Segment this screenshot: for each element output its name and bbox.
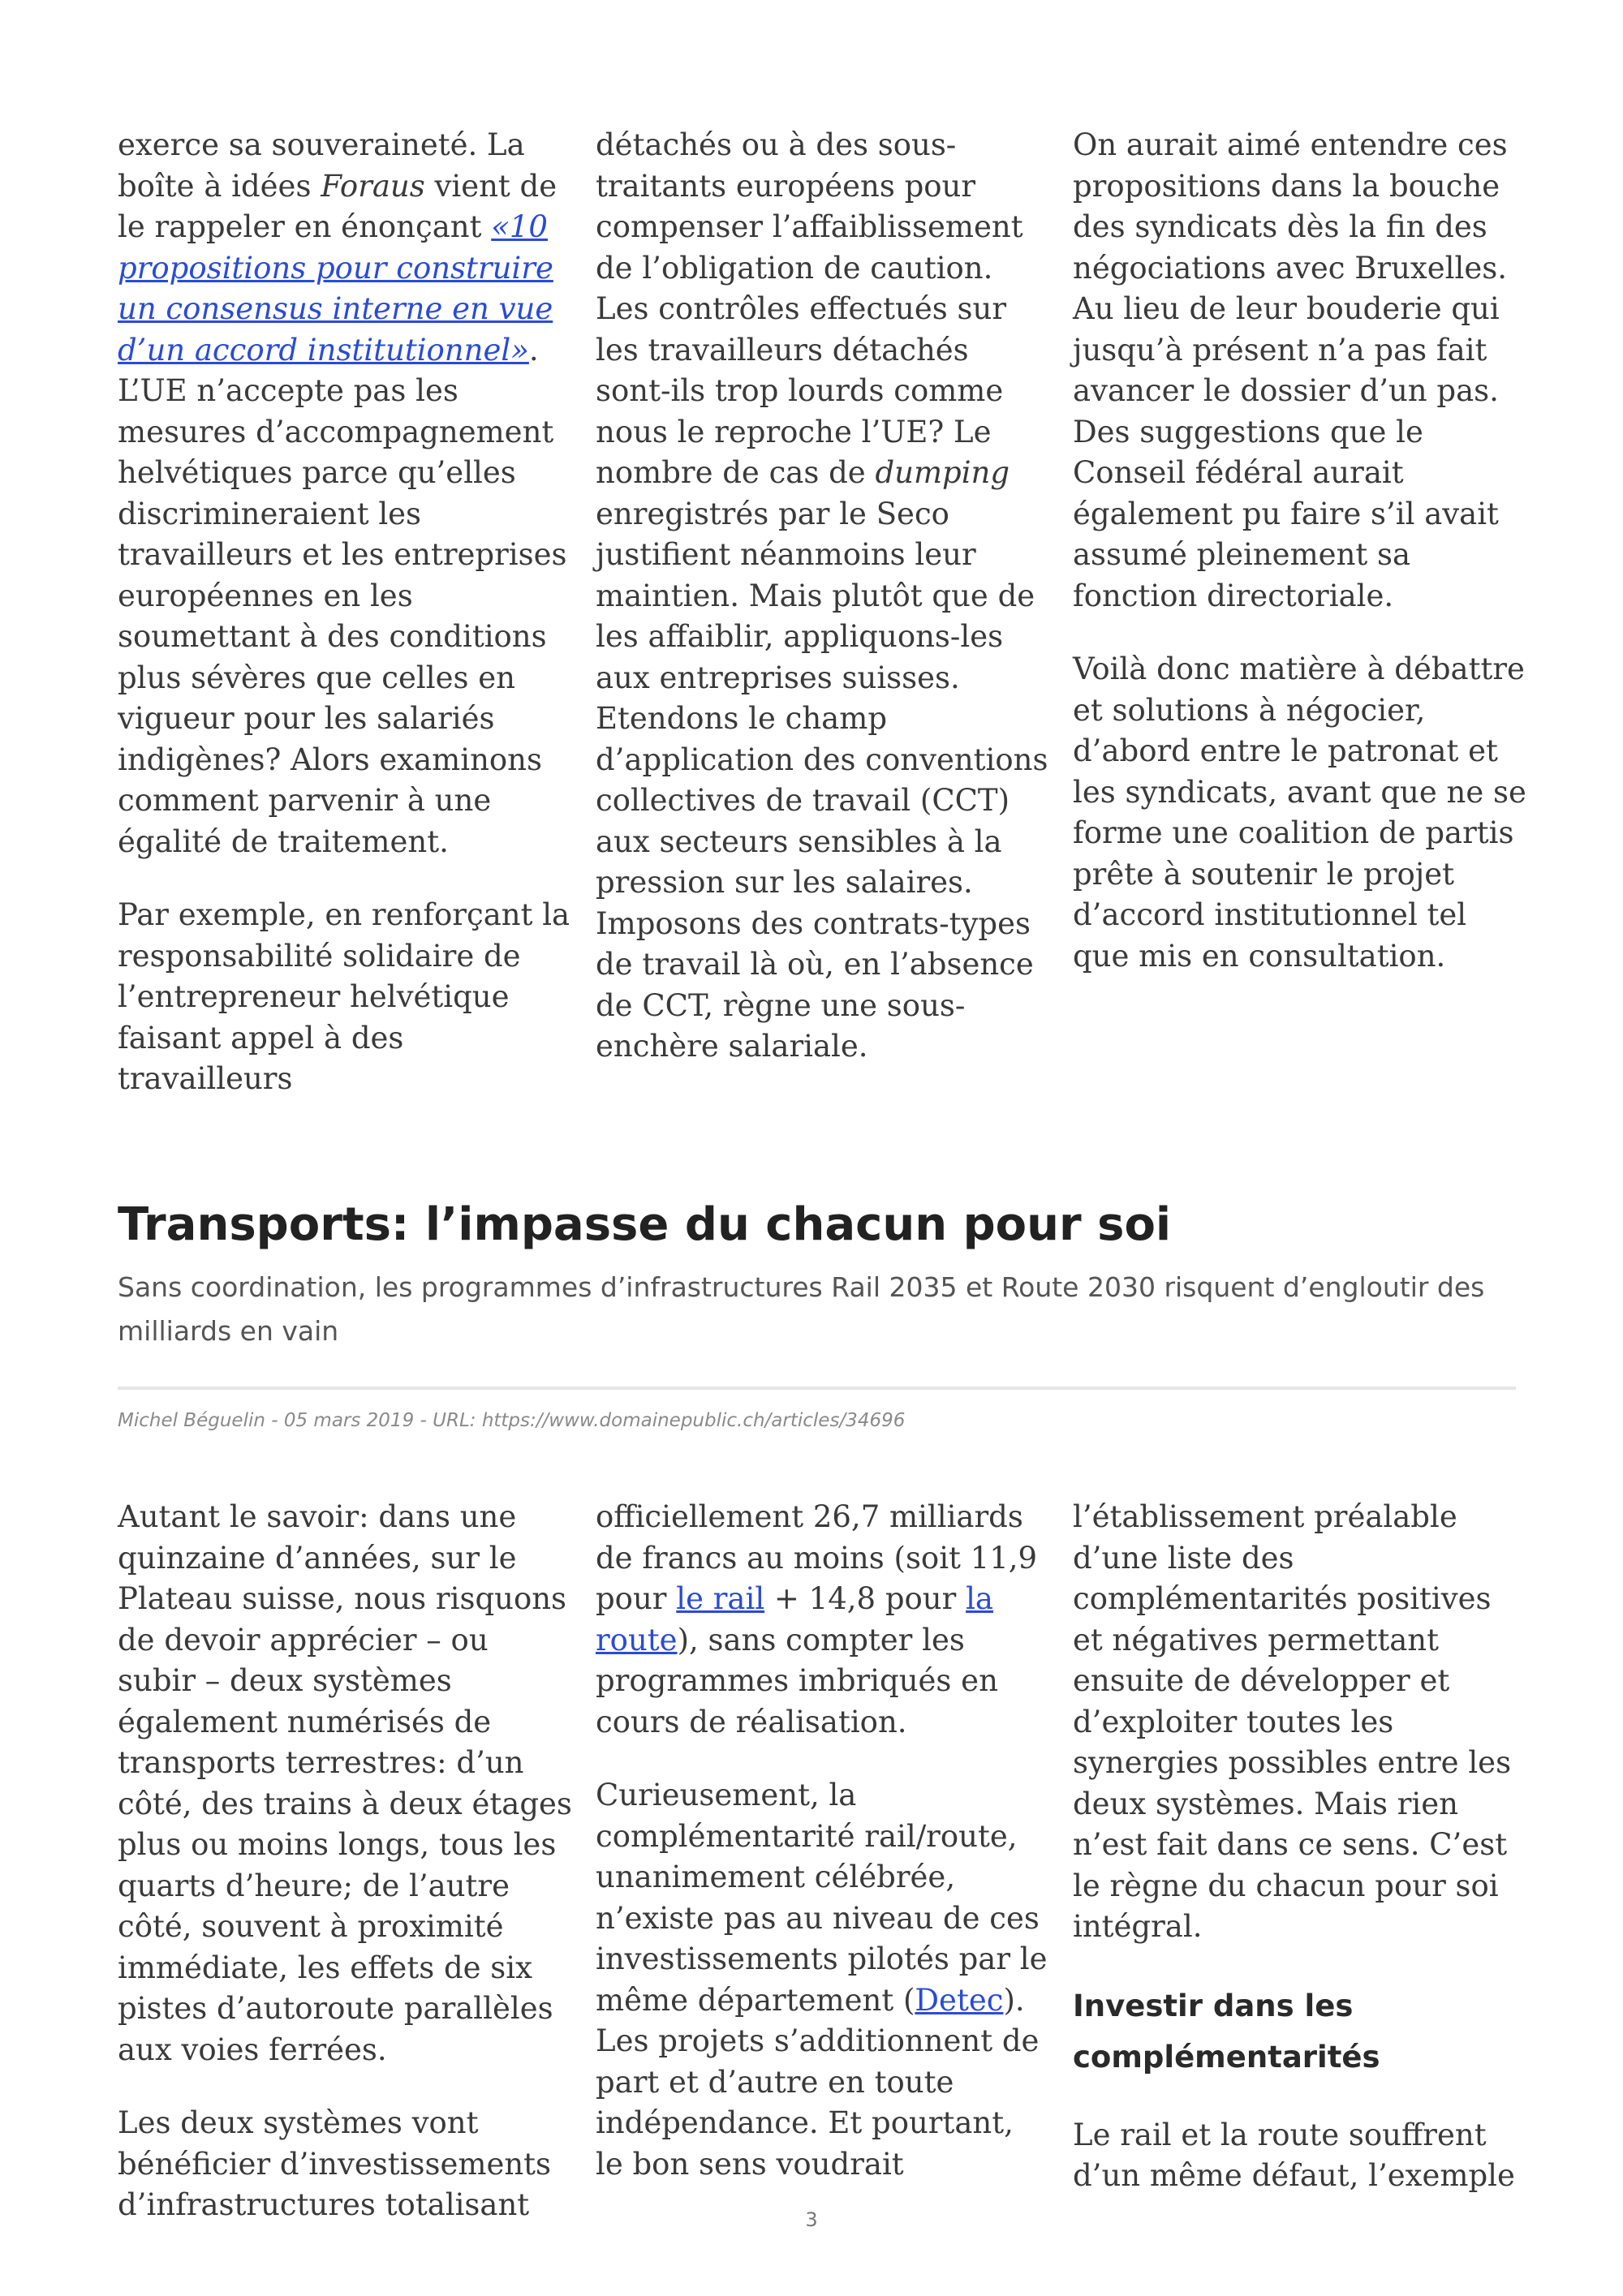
prev-col3-paragraph-2: Voilà donc matière à débattre et solutions à négocier, d’abord entre le patronat et les syndicats, avant que ne se forme une coalition de partis prête à soutenir le projet d’accord institutionnel tel que mis en consultation. bbox=[1073, 651, 1526, 974]
article-column-3 bbox=[1073, 1497, 1527, 2197]
text-span: . L’UE n’accepte pas les mesures d’accompagnement helvétiques parce qu’elles discrimineraient les travailleurs et les entreprises européennes en les soumettant à des conditions plus sévères que celles en vigueur pour les salariés indigènes? Alors examinons comment parvenir à une égalité de traitement. bbox=[118, 332, 567, 859]
page-number: 3 bbox=[805, 2208, 818, 2231]
prev-article-column-1 bbox=[118, 125, 572, 1100]
text-span: ), sans compter les programmes imbriqués en cours de réalisation. bbox=[596, 1622, 998, 1739]
link-le-rail[interactable]: le rail bbox=[676, 1581, 765, 1616]
text-span: détachés ou à des sous-traitants européens pour compenser l’affaiblissement de l’obligation de caution. Les contrôles effectués sur les travailleurs détachés sont-ils trop lourds comme nous le reproche l’UE? Le nombre de cas de bbox=[596, 127, 1023, 490]
article-title: Transports: l’impasse du chacun pour soi bbox=[118, 1198, 1172, 1251]
emphasis-foraus: Foraus bbox=[321, 168, 425, 204]
prev-col1-paragraph-1 bbox=[118, 125, 572, 862]
link-detec[interactable]: Detec bbox=[915, 1982, 1004, 2018]
prev-article-column-3 bbox=[1073, 125, 1527, 977]
article-subtitle: Sans coordination, les programmes d’infrastructures Rail 2035 et Route 2030 risquent d’engloutir des milliards en vain bbox=[118, 1271, 1485, 1347]
link-la-route[interactable]: la route bbox=[596, 1581, 993, 1658]
col1-paragraph-1: Autant le savoir: dans une quinzaine d’années, sur le Plateau suisse, nous risquons de devoir apprécier – ou subir – deux systèmes également numérisés de transports terrestres: d’un côté, des trains à deux étages plus ou moins longs, tous les quarts d’heure; de l’autre côté, souvent à proximité immédiate, les effets de six pistes d’autoroute parallèles aux voies ferrées. bbox=[118, 1499, 572, 2067]
article-meta: Michel Béguelin - 05 mars 2019 - URL: https://www.domainepublic.ch/articles/34696 bbox=[118, 1410, 906, 1431]
col3-paragraph-1: l’établissement préalable d’une liste des complémentarités positives et négatives permettant ensuite de développer et d’exploiter toutes les synergies possibles entre les deux systèmes. Mais rien n’est fait dans ce sens. C’est le règne du chacun pour soi intégral. bbox=[1073, 1499, 1512, 1944]
link-10-propositions[interactable]: «10 propositions pour construire un consensus interne en vue d’un accord institutionnel» bbox=[118, 209, 553, 368]
text-span: exerce sa souveraineté. La boîte à idées bbox=[118, 127, 525, 204]
section-subheading: Investir dans les complémentarités bbox=[1073, 1988, 1380, 2075]
prev-col1-paragraph-2: Par exemple, en renforçant la responsabilité solidaire de l’entrepreneur helvétique faisant appel à des travailleurs bbox=[118, 897, 570, 1096]
text-span: ). Les projets s’additionnent de part et d’autre en toute indépendance. Et pourtant, le bon sens voudrait bbox=[596, 1982, 1040, 2182]
text-span: vient de le rappeler en énonçant bbox=[118, 168, 558, 244]
col2-paragraph-1 bbox=[596, 1497, 1050, 1743]
text-span: officiellement 26,7 milliards de francs au moins (soit 11,9 pour bbox=[596, 1499, 1038, 1616]
prev-col3-paragraph-1: On aurait aimé entendre ces propositions dans la bouche des syndicats dès la fin des négociations avec Bruxelles. Au lieu de leur bouderie qui jusqu’à présent n’a pas fait avancer le dossier d’un pas. Des suggestions que le Conseil fédéral aurait également pu faire s’il avait assumé pleinement sa fonction directoriale. bbox=[1073, 127, 1508, 613]
prev-article-column-2 bbox=[596, 125, 1050, 1068]
text-span: + 14,8 pour bbox=[764, 1581, 966, 1616]
col1-paragraph-2: Les deux systèmes vont bénéficier d’investissements d’infrastructures totalisant bbox=[118, 2105, 552, 2222]
col3-paragraph-2: Le rail et la route souffrent d’un même défaut, l’exemple bbox=[1073, 2117, 1515, 2193]
article-column-2 bbox=[596, 1497, 1050, 2185]
text-span: enregistrés par le Seco justifient néanmoins leur maintien. Mais plutôt que de les affaiblir, appliquons-les aux entreprises suisses. Etendons le champ d’application des conventions collectives de travail (CCT) aux secteurs sensibles à la pression sur les salaires. Imposons des contrats-types de travail là où, en l’absence de CCT, règne une sous-enchère salariale. bbox=[596, 496, 1048, 1064]
prev-col2-paragraph-1 bbox=[596, 125, 1050, 1068]
col2-paragraph-2 bbox=[596, 1775, 1050, 2185]
header-divider bbox=[118, 1387, 1516, 1390]
text-span: Curieusement, la complémentarité rail/route, unanimement célébrée, n’existe pas au niveau de ces investissements pilotés par le même département ( bbox=[596, 1778, 1048, 2018]
emphasis-dumping: dumping bbox=[875, 455, 1010, 490]
article-column-1 bbox=[118, 1497, 572, 2226]
